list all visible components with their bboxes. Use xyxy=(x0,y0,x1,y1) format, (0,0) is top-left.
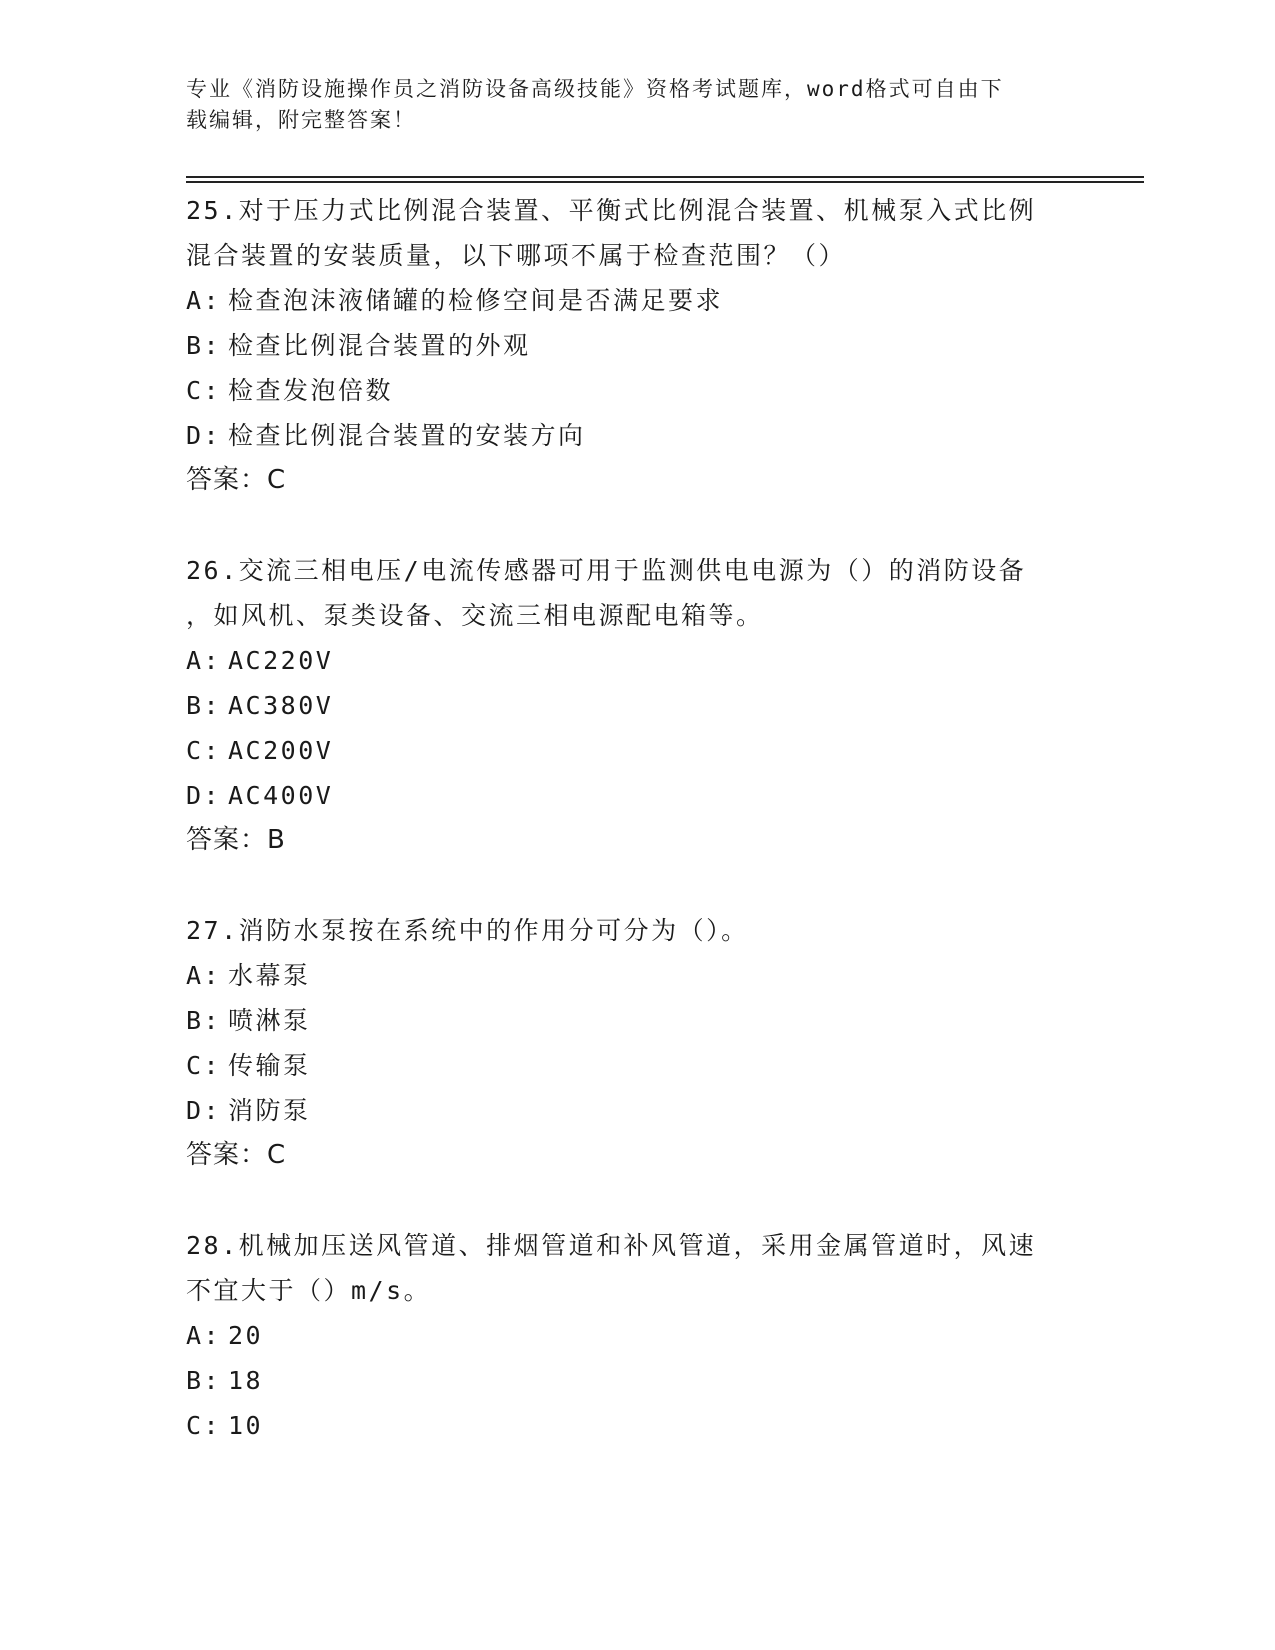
option-text: AC380V xyxy=(228,691,334,720)
option-key: C: xyxy=(186,376,222,405)
option-b xyxy=(186,1358,1086,1403)
option-d xyxy=(186,1088,1086,1133)
option-text: 检查比例混合装置的外观 xyxy=(228,331,531,360)
option-key: B: xyxy=(186,1366,222,1395)
answer-line: 答案：C xyxy=(186,465,287,495)
option-text: 20 xyxy=(228,1321,264,1350)
option-b xyxy=(186,323,1086,368)
option-key: C: xyxy=(186,736,222,765)
option-text: 检查比例混合装置的安装方向 xyxy=(228,421,586,450)
question-stem-line: 26.交流三相电压/电流传感器可用于监测供电电源为（）的消防设备 xyxy=(186,556,1027,585)
option-text: 传输泵 xyxy=(228,1051,311,1080)
option-a xyxy=(186,638,1086,683)
option-text: 消防泵 xyxy=(228,1096,311,1125)
option-c xyxy=(186,368,1086,413)
option-c xyxy=(186,1403,1086,1448)
option-key: B: xyxy=(186,691,222,720)
option-text: 检查发泡倍数 xyxy=(228,376,394,405)
option-a xyxy=(186,278,1086,323)
option-key: D: xyxy=(186,1096,222,1125)
header-divider-top xyxy=(186,176,1144,178)
question-stem-line: 不宜大于（）m/s。 xyxy=(186,1276,432,1305)
option-text: 18 xyxy=(228,1366,264,1395)
option-key: D: xyxy=(186,421,222,450)
question-27 xyxy=(186,908,1086,1178)
option-b xyxy=(186,683,1086,728)
option-d xyxy=(186,413,1086,458)
option-text: AC220V xyxy=(228,646,334,675)
option-text: 喷淋泵 xyxy=(228,1006,311,1035)
option-text: AC400V xyxy=(228,781,334,810)
option-key: A: xyxy=(186,286,222,315)
option-a xyxy=(186,1313,1086,1358)
document-header xyxy=(186,74,1086,136)
option-key: B: xyxy=(186,331,222,360)
option-key: A: xyxy=(186,961,222,990)
answer-line: 答案：C xyxy=(186,1140,287,1170)
question-25 xyxy=(186,188,1086,503)
option-a xyxy=(186,953,1086,998)
header-divider-bottom xyxy=(186,181,1144,183)
option-c xyxy=(186,728,1086,773)
header-line-2: 载编辑，附完整答案！ xyxy=(186,108,416,132)
option-b xyxy=(186,998,1086,1043)
option-c xyxy=(186,1043,1086,1088)
question-26 xyxy=(186,548,1086,863)
option-key: A: xyxy=(186,646,222,675)
option-key: C: xyxy=(186,1411,222,1440)
question-stem-line: ，如风机、泵类设备、交流三相电源配电箱等。 xyxy=(186,601,764,630)
answer-line: 答案：B xyxy=(186,825,286,855)
option-key: B: xyxy=(186,1006,222,1035)
question-stem-line: 28.机械加压送风管道、排烟管道和补风管道，采用金属管道时，风速 xyxy=(186,1231,1037,1260)
option-d xyxy=(186,773,1086,818)
option-text: 水幕泵 xyxy=(228,961,311,990)
question-stem-line: 25.对于压力式比例混合装置、平衡式比例混合装置、机械泵入式比例 xyxy=(186,196,1037,225)
question-28 xyxy=(186,1223,1086,1448)
option-text: 检查泡沫液储罐的检修空间是否满足要求 xyxy=(228,286,724,315)
option-key: A: xyxy=(186,1321,222,1350)
header-line-1: 专业《消防设施操作员之消防设备高级技能》资格考试题库，word格式可自由下 xyxy=(186,77,1004,101)
option-text: AC200V xyxy=(228,736,334,765)
option-key: D: xyxy=(186,781,222,810)
question-stem-line: 27.消防水泵按在系统中的作用分可分为（）。 xyxy=(186,916,749,945)
option-key: C: xyxy=(186,1051,222,1080)
question-stem-line: 混合装置的安装质量，以下哪项不属于检查范围？（） xyxy=(186,241,847,270)
option-text: 10 xyxy=(228,1411,264,1440)
